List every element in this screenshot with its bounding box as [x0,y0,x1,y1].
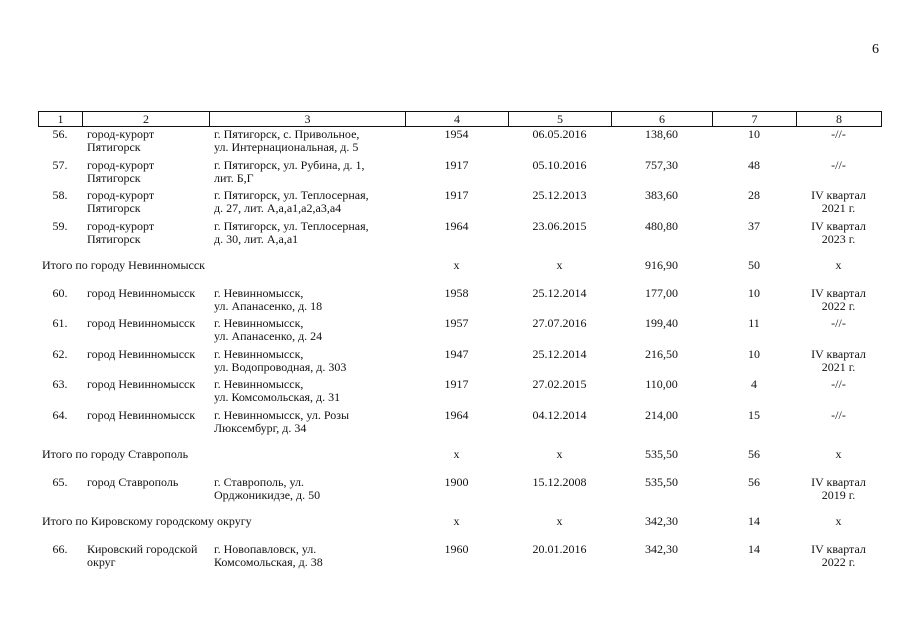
total-year-cell: х [453,257,460,272]
column-number-2: 2 [83,112,210,127]
date-cell: 06.05.2016 [532,127,587,141]
address-line: Комсомольская, д. 38 [214,554,323,569]
total-date-cell: х [556,513,563,528]
total-deadline-cell [796,506,881,543]
address-line: г. Невинномысск, [214,346,304,361]
row-number: 59. [52,218,68,233]
date-cell: 05.10.2016 [532,157,587,172]
deadline-cell [796,378,881,409]
deadline-line: -//- [831,377,846,391]
total-year-cell: х [453,513,460,528]
deadline-cell [796,317,881,348]
people-cell: 37 [748,218,760,233]
table-row [38,159,881,190]
total-year-cell: х [453,446,460,461]
address-cell [209,476,405,507]
total-area-cell: 916,90 [645,257,678,272]
table-row [38,220,881,251]
total-row [38,250,881,287]
total-label: Итого по городу Ставрополь [42,446,189,461]
locality-line: Пятигорск [87,170,141,185]
address-line: г. Пятигорск, ул. Рубина, д. 1, [214,157,365,172]
table-row [38,128,881,159]
address-cell [209,378,405,409]
locality-cell [82,409,209,440]
year-cell: 1964 [444,407,469,422]
row-number: 65. [52,474,68,489]
address-line: г. Пятигорск, ул. Теплосерная, [214,188,369,202]
address-line: Люксембург, д. 34 [214,420,307,435]
area-cell: 383,60 [645,188,678,202]
year-cell: 1957 [444,316,469,330]
address-line: г. Невинномысск, [214,316,304,330]
address-line: г. Новопавловск, ул. [214,541,317,556]
people-cell: 4 [751,377,757,391]
people-cell: 10 [748,346,760,361]
date-cell: 25.12.2014 [532,346,587,361]
total-deadline-cell [796,250,881,287]
total-label: Итого по городу Невинномысск [42,257,206,272]
date-cell: 20.01.2016 [532,541,587,556]
column-number-5: 5 [509,112,612,127]
row-number: 66. [52,541,68,556]
year-cell: 1917 [444,377,469,391]
date-cell: 23.06.2015 [532,218,587,233]
deadline-cell [796,220,881,251]
address-line: лит. Б,Г [214,170,254,185]
deadline-cell [796,189,881,220]
column-header-row [39,112,882,127]
address-cell [209,348,405,379]
year-cell: 1917 [444,157,469,172]
address-line: Орджоникидзе, д. 50 [214,487,321,502]
locality-cell [82,476,209,507]
people-cell: 10 [748,127,760,141]
address-line: ул. Апанасенко, д. 18 [214,298,323,313]
locality-line: город Невинномысск [87,377,196,391]
area-cell: 757,30 [645,157,678,172]
people-cell: 15 [748,407,760,422]
row-number: 58. [52,188,68,202]
year-cell: 1917 [444,188,469,202]
deadline-line: IV квартал [811,218,866,233]
locality-cell [82,287,209,318]
locality-cell [82,348,209,379]
address-line: д. 27, лит. А,а,а1,а2,а3,а4 [214,201,342,215]
area-cell: 214,00 [645,407,678,422]
row-number: 57. [52,157,68,172]
address-line: г. Пятигорск, ул. Теплосерная, [214,218,369,233]
date-cell: 04.12.2014 [532,407,587,422]
total-people-cell: 56 [748,446,760,461]
deadline-line: -//- [831,316,846,330]
address-line: г. Пятигорск, с. Привольное, [214,127,360,141]
date-cell: 27.02.2015 [532,377,587,391]
area-cell: 199,40 [645,316,678,330]
deadline-line: 2022 г. [821,298,856,313]
deadline-cell [796,287,881,318]
deadline-line: 2019 г. [821,487,856,502]
total-people-cell: 14 [748,513,760,528]
total-deadline-line: х [835,446,842,461]
people-cell: 48 [748,157,760,172]
column-number-6: 6 [612,112,713,127]
area-cell: 177,00 [645,285,678,300]
row-number: 56. [52,127,68,141]
address-cell [209,189,405,220]
locality-line: Пятигорск [87,140,141,154]
row-number: 62. [52,346,68,361]
address-line: г. Ставрополь, ул. [214,474,304,489]
deadline-line: 2021 г. [821,359,856,374]
people-cell: 11 [748,316,760,330]
locality-cell [82,378,209,409]
year-cell: 1958 [444,285,469,300]
column-number-7: 7 [713,112,797,127]
year-cell: 1947 [444,346,469,361]
column-number-8: 8 [797,112,882,127]
total-date-cell: х [556,446,563,461]
deadline-line: IV квартал [811,188,866,202]
address-cell [209,317,405,348]
area-cell: 535,50 [645,474,678,489]
address-cell [209,287,405,318]
deadline-cell [796,543,881,574]
locality-line: город Невинномысск [87,346,196,361]
total-area-cell: 342,30 [645,513,678,528]
locality-cell [82,220,209,251]
address-line: ул. Водопроводная, д. 303 [214,359,347,374]
date-cell: 25.12.2013 [532,188,587,202]
deadline-line: IV квартал [811,346,866,361]
total-row [38,506,881,543]
deadline-cell [796,159,881,190]
deadline-cell [796,409,881,440]
year-cell: 1960 [444,541,469,556]
address-line: г. Невинномысск, [214,285,304,300]
deadline-cell [796,128,881,159]
address-line: ул. Апанасенко, д. 24 [214,329,323,343]
locality-line: город Невинномысск [87,316,196,330]
deadline-line: -//- [831,407,846,422]
locality-cell [82,317,209,348]
table-row [38,543,881,574]
total-label: Итого по Кировскому городскому округу [42,513,252,528]
locality-line: город Невинномысск [87,285,196,300]
area-cell: 110,00 [645,377,678,391]
area-cell: 480,80 [645,218,678,233]
table-row [38,476,881,507]
locality-line: Пятигорск [87,201,141,215]
locality-line: Кировский городской [87,541,198,556]
locality-cell [82,543,209,574]
date-cell: 15.12.2008 [532,474,587,489]
people-cell: 56 [748,474,760,489]
locality-cell [82,189,209,220]
table-row [38,348,881,379]
people-cell: 28 [748,188,760,202]
total-deadline-cell [796,439,881,476]
table-row [38,409,881,440]
address-line: ул. Комсомольская, д. 31 [214,390,341,404]
people-cell: 10 [748,285,760,300]
deadline-line: 2022 г. [821,554,856,569]
people-cell: 14 [748,541,760,556]
year-cell: 1900 [444,474,469,489]
column-number-3: 3 [210,112,406,127]
year-cell: 1954 [444,127,469,141]
row-number: 63. [52,377,68,391]
total-deadline-line: х [835,257,842,272]
row-number: 60. [52,285,68,300]
address-cell [209,220,405,251]
address-cell [209,409,405,440]
locality-line: город-курорт [87,218,155,233]
total-date-cell: х [556,257,563,272]
table-row [38,287,881,318]
page-number: 6 [872,42,879,57]
deadline-cell [796,476,881,507]
total-people-cell: 50 [748,257,760,272]
locality-line: город-курорт [87,188,155,202]
address-line: ул. Интернациональная, д. 5 [214,140,359,154]
address-cell [209,543,405,574]
column-number-1: 1 [39,112,83,127]
table-row [38,378,881,409]
address-line: г. Невинномысск, [214,377,304,391]
deadline-line: IV квартал [811,474,866,489]
deadline-line: 2023 г. [821,231,856,246]
table-row [38,189,881,220]
area-cell: 138,60 [645,127,678,141]
locality-line: Пятигорск [87,231,141,246]
housing-table [38,128,881,573]
date-cell: 27.07.2016 [532,316,587,330]
deadline-line: IV квартал [811,541,866,556]
deadline-line: 2021 г. [821,201,856,215]
total-deadline-line: х [835,513,842,528]
address-cell [209,159,405,190]
deadline-line: -//- [831,127,846,141]
row-number: 61. [52,316,68,330]
locality-line: округ [87,554,116,569]
total-area-cell: 535,50 [645,446,678,461]
address-line: д. 30, лит. А,а,а1 [214,231,299,246]
deadline-cell [796,348,881,379]
locality-line: город Невинномысск [87,407,196,422]
total-row [38,439,881,476]
area-cell: 342,30 [645,541,678,556]
locality-line: город-курорт [87,157,155,172]
year-cell: 1964 [444,218,469,233]
deadline-line: -//- [831,157,846,172]
locality-cell [82,128,209,159]
area-cell: 216,50 [645,346,678,361]
column-header-table [38,111,882,127]
column-number-4: 4 [406,112,509,127]
address-line: г. Невинномысск, ул. Розы [214,407,350,422]
locality-line: город Ставрополь [87,474,179,489]
table-body [38,128,881,573]
deadline-line: IV квартал [811,285,866,300]
address-cell [209,128,405,159]
locality-cell [82,159,209,190]
row-number: 64. [52,407,68,422]
table-row [38,317,881,348]
date-cell: 25.12.2014 [532,285,587,300]
locality-line: город-курорт [87,127,155,141]
